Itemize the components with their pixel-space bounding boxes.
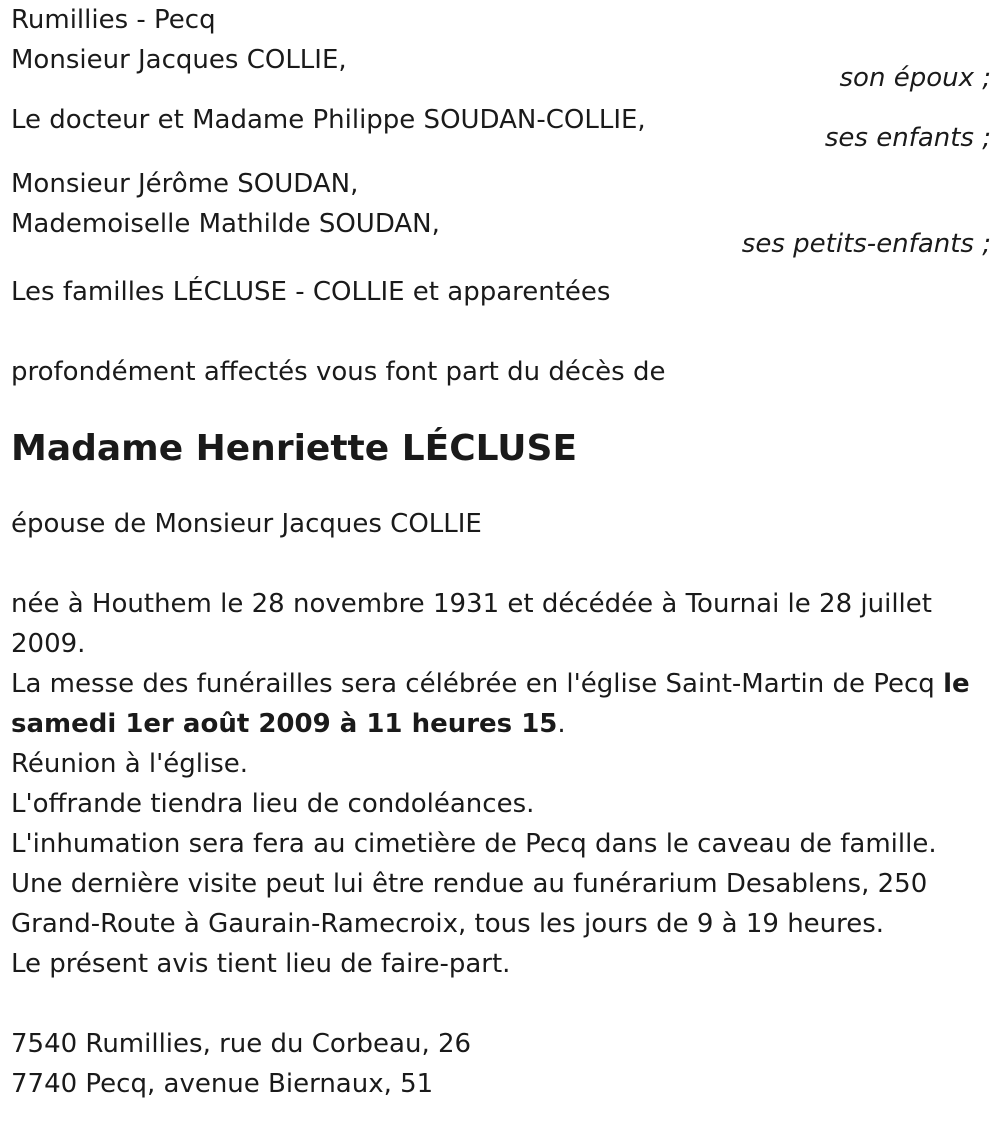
grandchildren-role: ses petits-enfants ;	[741, 229, 991, 259]
visit-line: Une dernière visite peut lui être rendue au funérarium Desablens, 250 Grand-Route à Gaurain-Ramecroix, tous les jours de 9 à 19 heures.	[11, 869, 928, 939]
mass-line	[11, 664, 991, 744]
spouse-of-line: épouse de Monsieur Jacques COLLIE	[11, 509, 482, 539]
spouse-name: Monsieur Jacques COLLIE,	[11, 45, 347, 75]
location-header: Rumillies - Pecq	[11, 5, 216, 35]
announcement-intro: profondément affectés vous font part du décès de	[11, 357, 666, 387]
details-block	[11, 584, 991, 984]
notice-line: Le présent avis tient lieu de faire-part.	[11, 949, 511, 979]
children-role: ses enfants ;	[824, 123, 991, 153]
address-line-1: 7540 Rumillies, rue du Corbeau, 26	[11, 1029, 472, 1059]
address-line-2: 7740 Pecq, avenue Biernaux, 51	[11, 1069, 434, 1099]
burial-line: L'inhumation sera fera au cimetière de Pecq dans le caveau de famille.	[11, 829, 937, 859]
grandchild-name-1: Monsieur Jérôme SOUDAN,	[11, 169, 359, 199]
mass-date: le samedi 1er août 2009 à 11 heures 15	[11, 669, 970, 739]
deceased-name: Madame Henriette LÉCLUSE	[11, 428, 578, 469]
families-line: Les familles LÉCLUSE - COLLIE et apparentées	[11, 277, 611, 307]
offering-line: L'offrande tiendra lieu de condoléances.	[11, 789, 535, 819]
death-notice	[11, 0, 991, 1104]
spouse-role: son époux ;	[839, 63, 991, 93]
mass-text: La messe des funérailles sera célébrée en l'église Saint-Martin de Pecq	[11, 669, 944, 699]
children-name: Le docteur et Madame Philippe SOUDAN-COLLIE,	[11, 105, 646, 135]
grandchild-name-2: Mademoiselle Mathilde SOUDAN,	[11, 209, 440, 239]
birth-death-line: née à Houthem le 28 novembre 1931 et décédée à Tournai le 28 juillet 2009.	[11, 589, 932, 659]
mass-end: .	[557, 709, 566, 739]
meeting-line: Réunion à l'église.	[11, 749, 249, 779]
